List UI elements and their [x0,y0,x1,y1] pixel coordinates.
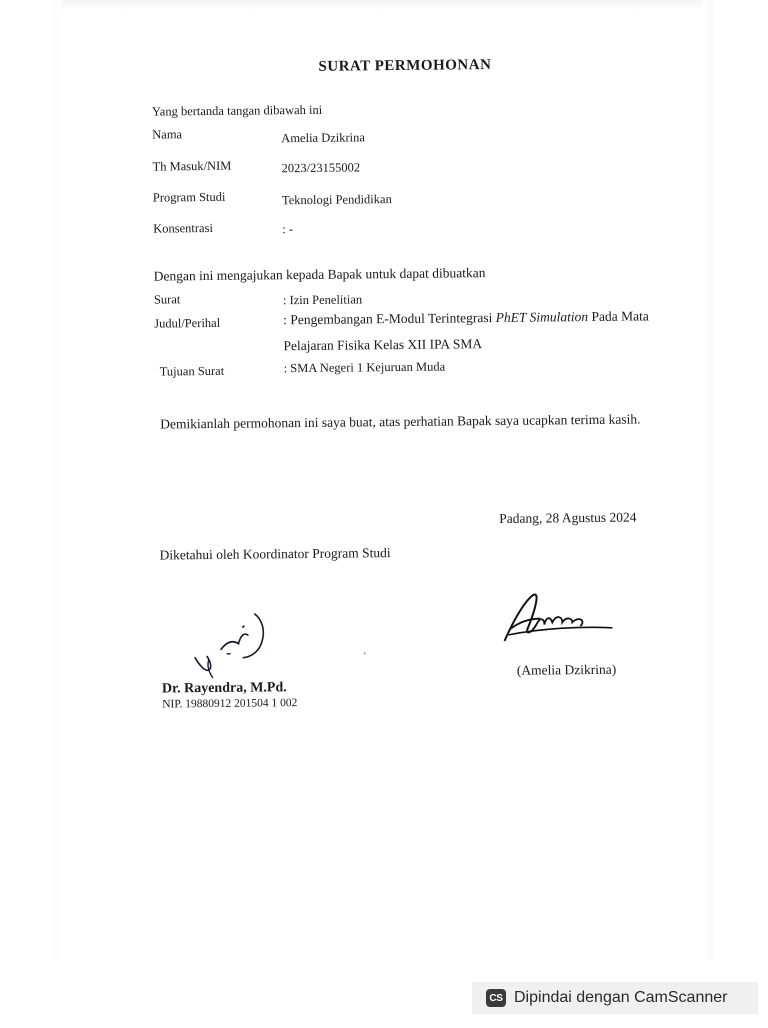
coordinator-name: Dr. Rayendra, M.Pd. [161,680,287,697]
applicant-signature [500,588,621,649]
camscanner-text: Dipindai dengan CamScanner [514,989,728,1006]
identity-label-program: Program Studi [152,189,226,205]
request-label-surat: Surat [153,292,181,307]
request-value-surat: : Izin Penelitian [282,292,363,308]
coordinator-signature [182,601,293,682]
identity-label-name: Nama [152,127,183,142]
letter-title: SURAT PERMOHONAN [318,57,492,75]
identity-value-concentration: : - [282,222,294,237]
identity-label-concentration: Konsentrasi [153,220,213,236]
request-value-judul-line2: Pelajaran Fisika Kelas XII IPA SMA [283,336,483,354]
request-value-tujuan: : SMA Negeri 1 Kejuruan Muda [283,359,446,376]
identity-label-nim: Th Masuk/NIM [152,158,232,174]
identity-value-nim: 2023/23155002 [281,160,361,176]
closing-sentence: Demikianlah permohonan ini saya buat, atas perhatian Bapak saya ucapkan terima kasih. [160,411,641,432]
identity-value-program: Teknologi Pendidikan [281,192,392,208]
stray-mark [364,652,366,654]
request-label-judul: Judul/Perihal [154,315,221,331]
camscanner-logo-icon: CS [486,989,506,1007]
intro-text: Yang bertanda tangan dibawah ini [151,102,323,119]
request-intro: Dengan ini mengajukan kepada Bapak untuk dapat dibuatkan [153,265,486,284]
place-date: Padang, 28 Agustus 2024 [499,509,637,526]
coordinator-nip: NIP. 19880912 201504 1 002 [162,697,298,711]
judul-prefix: : Pengembangan E-Modul Terintegrasi [283,309,496,328]
request-label-tujuan: Tujuan Surat [159,363,225,379]
identity-value-name: Amelia Dzikrina [281,130,365,146]
acknowledged-by: Diketahui oleh Koordinator Program Studi [159,545,391,563]
judul-italic: PhET Simulation [495,309,589,325]
camscanner-watermark [472,982,758,1014]
applicant-name: (Amelia Dzikrina) [516,661,617,678]
judul-suffix: Pada Mata [587,308,649,325]
request-value-judul [283,308,649,328]
